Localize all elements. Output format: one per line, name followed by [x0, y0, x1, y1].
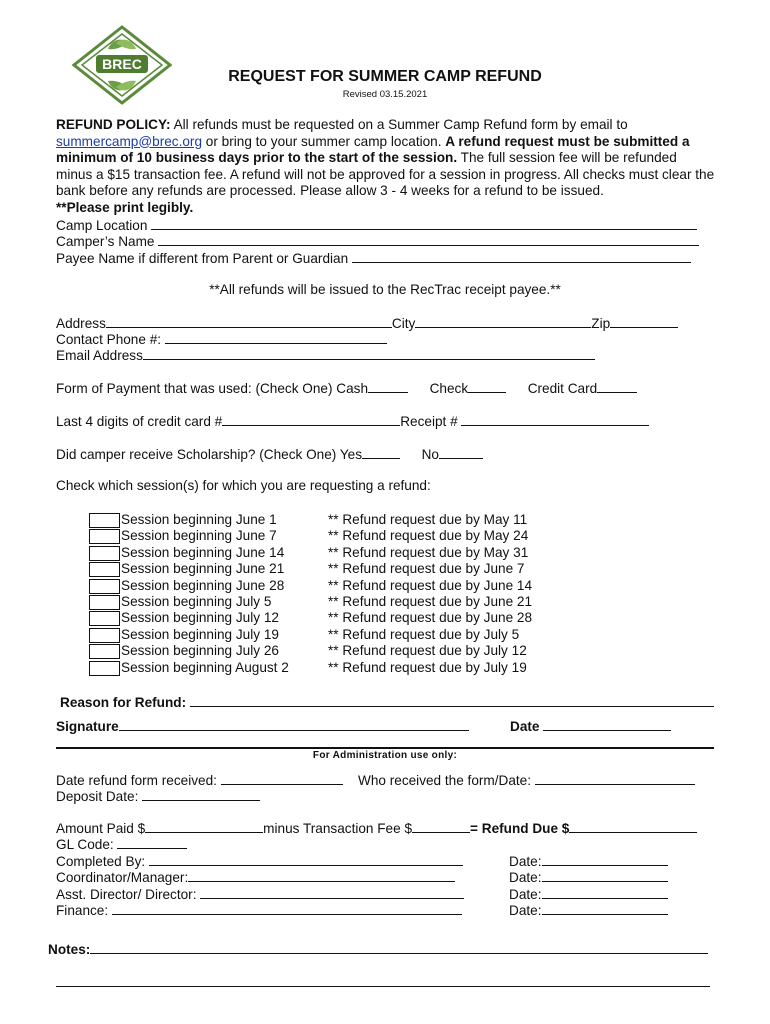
- payment-label: Form of Payment that was used: (Check One) Cash: [56, 381, 369, 396]
- refund-due-label: = Refund Due $: [470, 821, 570, 836]
- scholarship-no-label: No: [421, 447, 439, 462]
- session-due-date: ** Refund request due by May 11: [328, 512, 528, 527]
- finance-field[interactable]: [112, 901, 462, 915]
- notes-row: [48, 940, 708, 958]
- completed-by-field[interactable]: [149, 852, 463, 866]
- session-label: Session beginning July 26: [121, 643, 279, 659]
- date-field-completed[interactable]: [542, 852, 668, 866]
- rectrac-note: **All refunds will be issued to the RecTrac receipt payee.**: [209, 282, 561, 297]
- policy-text-3: The full session fee will be refunded minus a $15 transaction fee. A refund will not be approved for a session in progress. All checks must clear the bank before any refunds are processed. Please allow 3 - 4 weeks for a refund to be issued.: [56, 150, 715, 199]
- session-label: Session beginning July 19: [121, 626, 279, 642]
- amount-paid-label: Amount Paid $: [56, 821, 146, 836]
- date-label: Date:: [509, 903, 542, 918]
- payee-name-row: [56, 249, 691, 267]
- session-checkbox[interactable]: [89, 546, 120, 561]
- coordinator-label: Coordinator/Manager:: [56, 870, 189, 885]
- session-due-date: ** Refund request due by June 7: [328, 561, 525, 577]
- last4-row: [56, 412, 649, 430]
- amount-paid-field[interactable]: [145, 819, 263, 833]
- session-due-date: ** Refund request due by July 12: [328, 643, 527, 659]
- city-label: City: [391, 316, 416, 331]
- coordinator-field[interactable]: [188, 868, 455, 882]
- asst-director-label: Asst. Director/ Director:: [56, 887, 197, 902]
- date-row-4: [509, 901, 668, 919]
- gl-code-label: GL Code:: [56, 837, 114, 852]
- asst-director-field[interactable]: [200, 885, 464, 899]
- session-checkbox[interactable]: [89, 611, 120, 626]
- deposit-date-row: [56, 787, 260, 805]
- date-label: Date:: [509, 854, 542, 869]
- payee-name-label: Payee Name if different from Parent or Guardian: [56, 251, 349, 266]
- camp-location-label: Camp Location: [56, 218, 148, 233]
- email-address-label: Email Address: [56, 348, 143, 363]
- scholarship-yes-field[interactable]: [362, 445, 400, 459]
- check-field[interactable]: [468, 379, 506, 393]
- minus-fee-label: minus Transaction Fee $: [263, 821, 413, 836]
- session-label: Session beginning August 2: [121, 659, 289, 675]
- session-due-date: ** Refund request due by May 24: [328, 528, 529, 544]
- session-label: Session beginning June 1: [121, 512, 277, 527]
- policy-bold: A refund request must be submitted a minimum of 10 business days prior to the start of the session.: [56, 133, 690, 166]
- who-received-row: [358, 771, 695, 789]
- refund-policy: [56, 117, 716, 217]
- cash-field[interactable]: [368, 379, 408, 393]
- deposit-date-label: Deposit Date:: [56, 789, 139, 804]
- session-due-date: ** Refund request due by June 14: [328, 577, 533, 593]
- refund-due-field[interactable]: [569, 819, 697, 833]
- gl-code-field[interactable]: [117, 835, 187, 849]
- session-checkbox[interactable]: [89, 628, 120, 643]
- finance-row: [56, 901, 462, 919]
- date-row-2: [509, 868, 668, 886]
- policy-label: REFUND POLICY:: [56, 117, 171, 132]
- session-checkbox[interactable]: [89, 661, 120, 676]
- zip-field[interactable]: [610, 314, 678, 328]
- page-title: REQUEST FOR SUMMER CAMP REFUND: [228, 68, 542, 85]
- session-label: Session beginning July 5: [121, 594, 272, 609]
- session-checkbox[interactable]: [89, 529, 120, 544]
- email-row: [56, 346, 595, 364]
- last4-label: Last 4 digits of credit card #: [56, 414, 223, 429]
- who-received-field[interactable]: [535, 771, 695, 785]
- notes-label: Notes:: [48, 942, 91, 957]
- date-field-director[interactable]: [542, 885, 668, 899]
- policy-text-1: All refunds must be requested on a Summer Camp Refund form by email to: [170, 117, 628, 132]
- signature-row: [56, 717, 469, 735]
- scholarship-row: [56, 445, 483, 463]
- session-checkbox[interactable]: [89, 644, 120, 659]
- admin-heading: For Administration use only:: [312, 750, 458, 761]
- session-due-date: ** Refund request due by May 31: [328, 544, 529, 560]
- payment-row: [56, 379, 637, 397]
- completed-by-label: Completed By:: [56, 854, 146, 869]
- email-link[interactable]: summercamp@brec.org: [56, 133, 203, 149]
- date-received-field[interactable]: [221, 771, 343, 785]
- policy-text-2: or bring to your summer camp location.: [202, 133, 446, 149]
- coordinator-row: [56, 868, 455, 886]
- city-field[interactable]: [415, 314, 591, 328]
- signature-field[interactable]: [119, 717, 469, 731]
- reason-label: Reason for Refund:: [60, 695, 187, 710]
- session-label: Session beginning June 21: [121, 561, 285, 577]
- session-label: Session beginning June 14: [121, 544, 285, 560]
- reason-field[interactable]: [190, 693, 714, 707]
- payee-name-field[interactable]: [352, 249, 691, 263]
- campers-name-field[interactable]: [158, 232, 699, 246]
- email-address-field[interactable]: [143, 346, 595, 360]
- date-label: Date:: [509, 887, 542, 902]
- scholarship-label: Did camper receive Scholarship? (Check One) Yes: [56, 447, 363, 462]
- print-note: **Please print legibly.: [56, 199, 194, 215]
- date-received-label: Date refund form received:: [56, 773, 217, 788]
- signature-label: Signature: [56, 719, 119, 734]
- logo-text: BREC: [102, 56, 142, 72]
- session-label: Session beginning June 28: [121, 577, 285, 593]
- zip-label: Zip: [591, 316, 611, 331]
- session-checkbox[interactable]: [89, 595, 120, 610]
- session-due-date: ** Refund request due by June 21: [328, 594, 533, 609]
- contact-phone-field[interactable]: [165, 330, 387, 344]
- date-field-finance[interactable]: [542, 901, 668, 915]
- deposit-date-field[interactable]: [142, 787, 260, 801]
- admin-divider: [56, 747, 714, 749]
- signature-date-label: Date: [510, 719, 540, 734]
- address-field[interactable]: [106, 314, 392, 328]
- finance-label: Finance:: [56, 903, 109, 918]
- gl-code-row: [56, 835, 187, 853]
- notes-line-2[interactable]: [56, 986, 710, 987]
- signature-date-field[interactable]: [543, 717, 671, 731]
- session-label: Session beginning June 7: [121, 528, 277, 544]
- signature-date-row: [510, 717, 671, 735]
- session-checkbox[interactable]: [89, 513, 120, 528]
- revised-date: Revised 03.15.2021: [342, 89, 428, 100]
- scholarship-no-field[interactable]: [439, 445, 483, 459]
- receipt-label: Receipt #: [400, 414, 458, 429]
- last4-field[interactable]: [222, 412, 400, 426]
- address-label: Address: [56, 316, 106, 331]
- session-due-date: ** Refund request due by July 5: [328, 626, 520, 642]
- date-label: Date:: [509, 870, 542, 885]
- session-checkbox[interactable]: [89, 562, 120, 577]
- who-received-label: Who received the form/Date:: [358, 773, 532, 788]
- date-field-coordinator[interactable]: [542, 868, 668, 882]
- reason-row: [60, 693, 714, 711]
- sessions-prompt: Check which session(s) for which you are requesting a refund:: [56, 478, 431, 493]
- check-label: Check: [429, 381, 469, 396]
- session-label: Session beginning July 12: [121, 610, 279, 626]
- credit-card-label: Credit Card: [527, 381, 598, 396]
- contact-phone-label: Contact Phone #:: [56, 332, 162, 347]
- session-due-date: ** Refund request due by July 19: [328, 659, 527, 675]
- session-due-date: ** Refund request due by June 28: [328, 610, 533, 626]
- campers-name-row: [56, 232, 699, 250]
- session-checkbox[interactable]: [89, 579, 120, 594]
- transaction-fee-field[interactable]: [412, 819, 470, 833]
- campers-name-label: Camper’s Name: [56, 234, 155, 249]
- camp-location-field[interactable]: [151, 216, 697, 230]
- notes-field[interactable]: [90, 940, 708, 954]
- credit-card-field[interactable]: [597, 379, 637, 393]
- receipt-field[interactable]: [461, 412, 649, 426]
